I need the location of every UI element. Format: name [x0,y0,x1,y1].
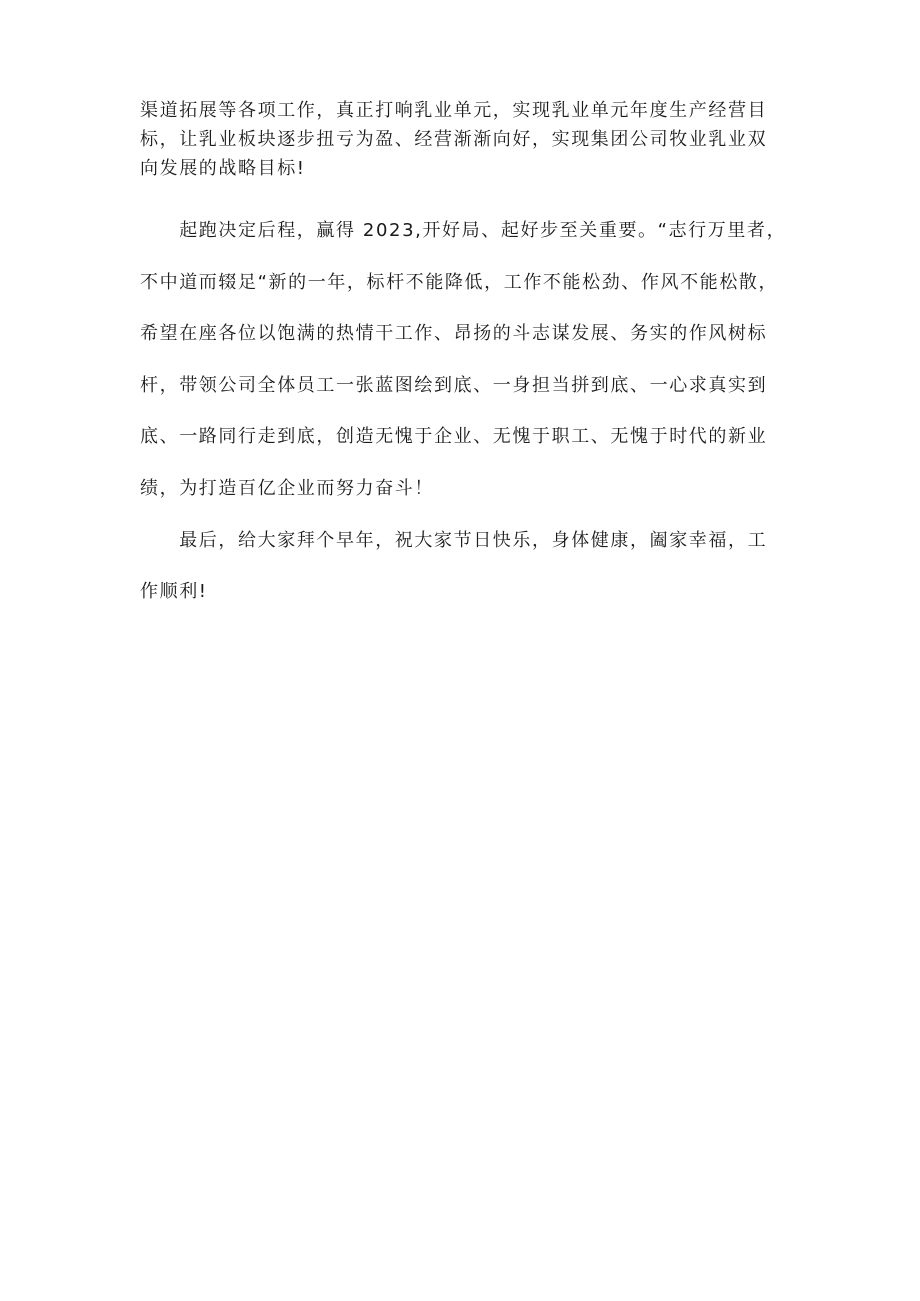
paragraph-line: 杆，带领公司全体员工一张蓝图绘到底、一身担当拼到底、一心求真实到 [140,374,768,396]
paragraph-line: 不中道而辍足“新的一年，标杆不能降低，工作不能松劲、作风不能松散， [140,271,779,293]
paragraph-line: 底、一路同行走到底，创造无愧于企业、无愧于职工、无愧于时代的新业 [140,426,768,447]
paragraph-1 [140,96,785,183]
paragraph-3 [140,526,785,628]
paragraph-line: 向发展的战略目标! [140,158,306,179]
paragraph-line: 希望在座各位以饱满的热情干工作、昂扬的斗志谋发展、务实的作风树标 [140,323,768,344]
paragraph-line: 绩，为打造百亿企业而努力奋斗！ [140,477,434,499]
paragraph-2 [140,216,785,525]
paragraph-line: 渠道拓展等各项工作，真正打响乳业单元，实现乳业单元年度生产经营目 [140,100,768,121]
paragraph-line: 最后，给大家拜个早年，祝大家节日快乐，身体健康，阖家幸福，工 [140,530,768,551]
paragraph-line: 标，让乳业板块逐步扭亏为盈、经营渐渐向好，实现集团公司牧业乳业双 [140,129,768,150]
paragraph-line: 作顺利! [140,581,208,602]
paragraph-line: 起跑决定后程，赢得 2023,开好局、起好步至关重要。“志行万里者， [140,220,787,241]
